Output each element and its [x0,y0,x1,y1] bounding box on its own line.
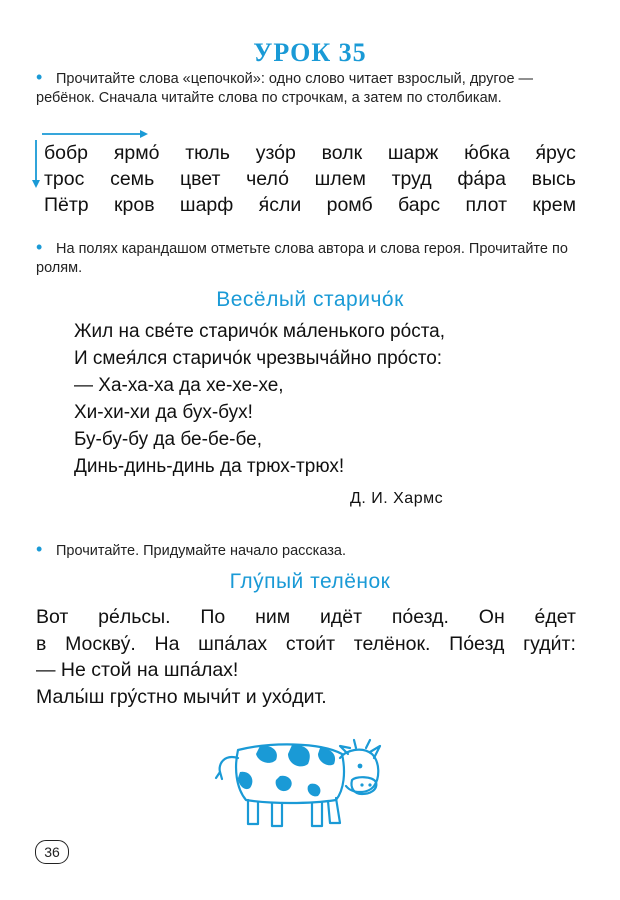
word: чело́ [246,168,289,190]
word: узо́р [255,142,296,164]
lesson-title: УРОК 35 [253,38,367,67]
task-2-text: На полях карандашом отметьте слова автора и слова героя. Прочитайте по ролям. [36,241,568,276]
story-word: телёнок. [353,632,431,655]
poem-line: Жил на све́те старичо́к ма́ленького ро́ста, [74,321,446,342]
story-line: — Не стой на шпа́лах! [36,659,239,681]
word: фа́ра [457,168,506,190]
word: бобр [44,142,89,164]
page-number: 36 [35,840,69,864]
story-word: идёт [319,606,363,628]
word-row [44,140,576,166]
bullet-icon: • [36,67,43,87]
task-3-text: Прочитайте. Придумайте начало рассказа. [56,543,346,559]
task-1-text: Прочитайте слова «цепочкой»: одно слово читает взрослый, другое — ребёнок. Сначала читайте слова по строчкам, а затем по столбикам. [36,71,534,106]
word: шарф [179,194,234,216]
story-word: стои́т [285,632,336,655]
word-row [44,192,576,218]
poem-author: Д. И. Хармс [350,490,444,507]
story-line [36,631,576,658]
word: волк [321,142,363,164]
story-word: На [154,632,180,655]
word: Пётр [44,194,89,216]
word-row [44,166,576,192]
word: труд [391,168,432,190]
word: цвет [179,168,221,190]
word: тюль [185,142,230,164]
word: барс [397,194,441,216]
story-word: По [200,606,226,628]
story-word: Он [478,606,505,628]
word: я́сли [258,194,302,216]
word: ромб [326,194,373,216]
story-body [36,604,576,710]
story-word: гуди́т: [523,632,576,655]
word: высь [531,168,576,190]
story-word: Вот [36,606,69,628]
story-line [36,604,576,631]
story-word: в [36,632,47,655]
poem-body [74,318,445,480]
word: шарж [387,142,439,164]
task-2-instruction [36,237,576,278]
poem-line: Динь-динь-динь да трюх-трюх! [74,456,345,477]
poem-title: Весёлый старичо́к [216,288,404,311]
story-word: По́езд [449,632,505,655]
word: шлем [314,168,366,190]
story-word: ним [255,606,291,628]
story-word: шпа́лах [198,632,268,655]
bullet-icon: • [36,539,43,559]
story-word: е́дет [534,606,576,628]
cow-icon [210,728,390,838]
story-word: по́езд. [391,606,449,628]
word: кров [113,194,155,216]
word: семь [110,168,155,190]
word: крем [532,194,576,216]
poem-line: Хи-хи-хи да бух-бух! [74,402,253,423]
word-grid [44,140,576,218]
word: ю́бка [464,142,510,164]
word: ярмо́ [113,142,160,164]
bullet-icon: • [36,237,43,257]
poem-line: — Ха-ха-ха да хе-хе-хе, [74,375,284,396]
task-3-instruction [36,539,576,561]
story-word: Москву́. [65,632,136,655]
story-line: Малы́ш гру́стно мычи́т и ухо́дит. [36,685,327,708]
task-1-instruction [36,67,576,108]
word: я́рус [535,142,576,164]
poem-line: И смея́лся старичо́к чрезвыча́йно про́сто: [74,348,443,369]
word: плот [465,194,508,216]
story-word: ре́льсы. [98,606,171,628]
word: трос [44,168,85,190]
story-title: Глу́пый телёнок [229,570,391,593]
poem-line: Бу-бу-бу да бе-бе-бе, [74,429,262,450]
